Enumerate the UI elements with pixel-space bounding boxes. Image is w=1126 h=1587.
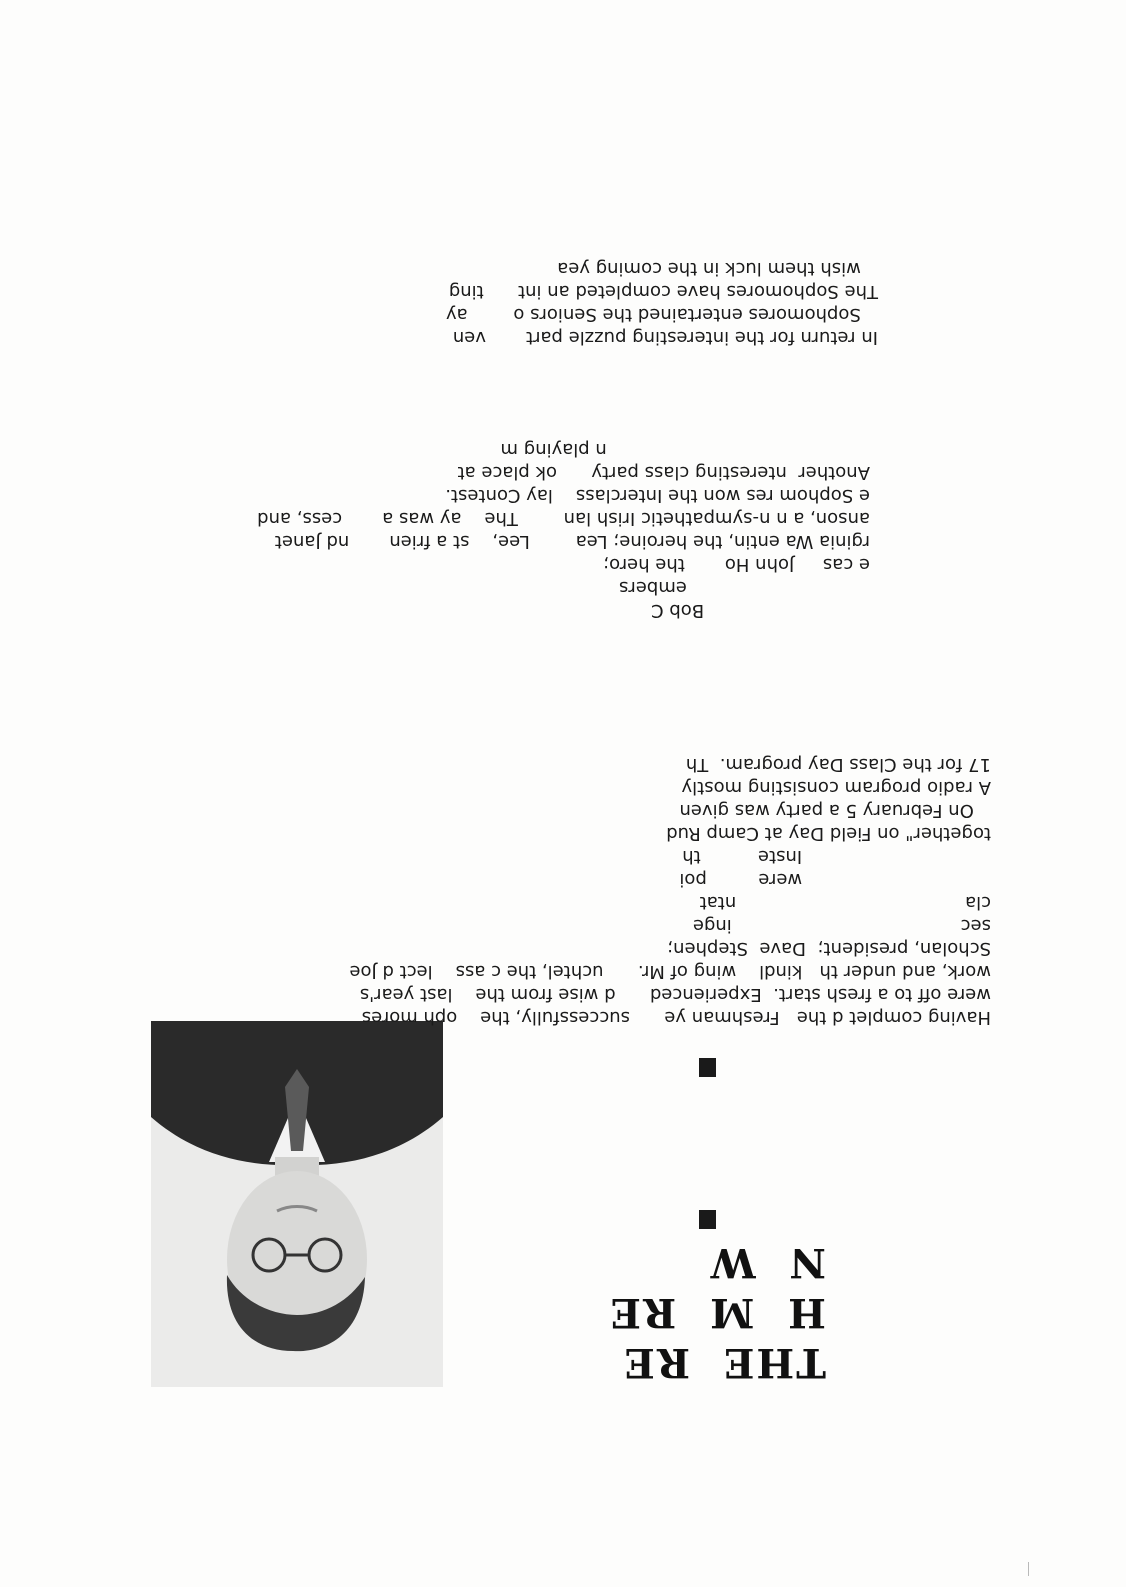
text-line: Scholan, president; Dave Stephen; — [667, 938, 991, 959]
text-line: were off to a fresh start. Experienced d wise from the last year's — [359, 984, 991, 1005]
text-line: wish them luck in the coming yea — [557, 258, 878, 279]
text-line: In return for the interesting puzzle part ven — [452, 327, 878, 348]
text-line: A radio program consisting mostly — [681, 777, 991, 798]
text-line: Having complet d the Freshman ye successfully, the oph mores — [361, 1007, 991, 1028]
text-line: rginia Wa entin, the heroine; Lea Lee, st a frien nd Janet — [274, 531, 870, 552]
square-bullet-icon — [699, 1210, 716, 1229]
portrait-icon — [151, 1021, 443, 1387]
title-line: H M RE — [608, 1289, 826, 1336]
text-line: The Sophomores have completed an int ting — [448, 281, 878, 302]
text-line: Another nteresting class party ok place at — [457, 462, 870, 483]
text-line: together" on Field Day at Camp Rud — [666, 823, 991, 844]
text-line: cla ntat — [699, 892, 991, 913]
paragraph-closing — [258, 257, 878, 349]
text-line: n playing m — [500, 439, 870, 460]
title-line: THE RE — [622, 1339, 826, 1386]
text-line: sec inge — [692, 915, 991, 936]
scan-artifact — [1028, 1562, 1033, 1576]
text-line: e cas John Ho the hero; — [603, 554, 870, 575]
portrait-photo — [151, 1021, 443, 1387]
text-line: Bob C — [650, 600, 870, 621]
square-bullet-icon — [699, 1058, 716, 1077]
text-line: e Sophom res won the Interclass lay Contest. — [445, 485, 870, 506]
text-line: were poi — [679, 869, 991, 890]
text-line: embers — [619, 577, 870, 598]
paragraph-intro — [349, 753, 991, 1029]
text-line: anson, a n n-sympathetic Irish lan The ay was a cess, and — [257, 508, 870, 529]
paragraph-play — [110, 438, 870, 622]
text-line: Inste th — [682, 846, 991, 867]
text-line: Sophomores entertained the Seniors o ay — [445, 304, 878, 325]
text-line: 17 for the Class Day program. Th — [685, 754, 991, 775]
text-line: work, and under th kindl wing of Mr. uchtel, the c ass lect d Joe — [349, 961, 991, 982]
title-line: N W — [708, 1239, 826, 1286]
text-line: On February 5 a party was given — [679, 800, 991, 821]
page-title — [566, 1237, 826, 1387]
